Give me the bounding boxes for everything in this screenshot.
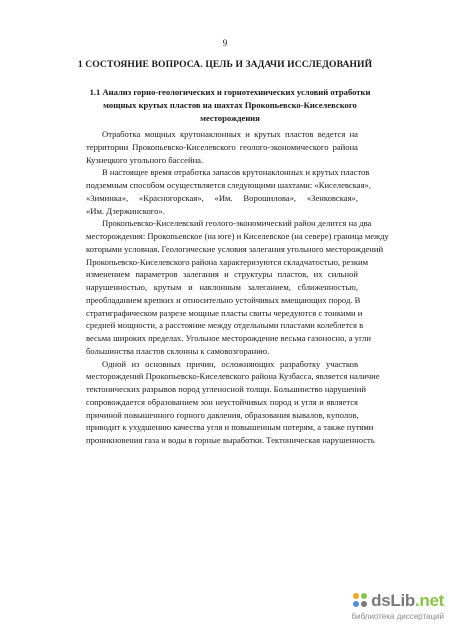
text-line: Отработка мощных крутонаклонных и крутых пластов ведется на: [102, 129, 358, 139]
section-title: [80, 86, 380, 125]
text-line: большинства пластов склонны к самовозгоранию.: [86, 345, 270, 356]
paragraph: [86, 166, 371, 217]
text-line: причиной повышенного горного давления, образования вывалов, куполов,: [86, 409, 359, 420]
watermark[interactable]: [330, 591, 450, 631]
text-line: средней мощности, а расстояние между отдельными пластами колеблется в: [86, 320, 364, 331]
text-line: стратиграфическом разрезе мощные пласты свиты чередуются с тонкими и: [86, 307, 363, 318]
watermark-logo: [353, 591, 444, 611]
text-line: тектонических разрывов пород угленосной толщи. Большинство нарушений: [86, 384, 366, 394]
watermark-logo-prefix: dsLib: [371, 591, 415, 610]
paragraph: [86, 128, 358, 166]
text-line: проникновения газа и воды в горные выработки. Тектоническая нарушенность: [86, 435, 375, 445]
text-line: сопровождается образованием зон неустойчивых пород и угля и является: [86, 396, 358, 407]
text-line: изменением параметров залегания и структуры пластов, их сильной: [86, 269, 358, 280]
section-title-line: месторождения: [200, 113, 260, 123]
text-line: приводит к ухудшению качества угля и повышенным потерям, а также путями: [86, 422, 374, 433]
text-line: месторождений Прокопьевско-Киселевского района Кузбасса, является наличие: [86, 371, 380, 382]
text-line: месторождения: Прокопьевское (на юге) и Киселевское (на севере) граница между: [86, 231, 389, 241]
section-title-line: 1.1 Анализ горно-геологических и горнотехнических условий отработки: [89, 87, 371, 97]
watermark-logo-text: [371, 591, 444, 611]
text-line: Кузнецкого угольного бассейна.: [86, 154, 204, 165]
text-line: преобладанием крепких и относительно устойчивых вмещающих пород. В: [86, 294, 361, 305]
text-line: «Им. Дзержинского».: [86, 205, 165, 216]
page-number: 9: [222, 38, 228, 48]
paragraph: [86, 358, 380, 447]
text-line: Прокопьевско-Киселевского района характеризуются складчатостью, резким: [86, 256, 369, 267]
text-line: В настоящее время отработка запасов крутонаклонных и крутых пластов: [102, 167, 370, 178]
section-title-line: мощных крутых пластов на шахтах Прокопьевско-Киселевского: [103, 100, 357, 110]
text-line: которыми условная. Геологические условия залегания угольного месторождений: [86, 243, 384, 254]
text-line: подземным способом осуществляется следующими шахтами: «Киселевская»,: [86, 180, 371, 190]
text-line: территории Прокопьевско-Киселевского геолого-экономического района: [86, 141, 358, 152]
body-text: [86, 128, 389, 447]
watermark-subtitle: библиотека диссертаций: [351, 612, 444, 621]
paragraph: [86, 217, 389, 357]
text-line: нарушенностью, крутым и наклонным залеганием, сближенностью,: [86, 282, 358, 292]
text-line: «Зиминка», «Красногорская», «Им. Ворошилова», «Зенковская»,: [86, 192, 358, 203]
text-line: Прокопьевско-Киселевский геолого-экономический район делится на два: [102, 218, 372, 229]
text-line: Одной из основных причин, осложняющих разработку участков: [102, 358, 358, 369]
chapter-title: 1 СОСТОЯНИЕ ВОПРОСА. ЦЕЛЬ И ЗАДАЧИ ИССЛЕДОВАНИЙ: [77, 59, 373, 70]
watermark-logo-suffix: .net: [414, 591, 444, 610]
dslib-logo-icon: [353, 593, 369, 609]
text-line: весьма широких пределах. Угольное месторождение весьма газоносно, а угли: [86, 333, 371, 343]
